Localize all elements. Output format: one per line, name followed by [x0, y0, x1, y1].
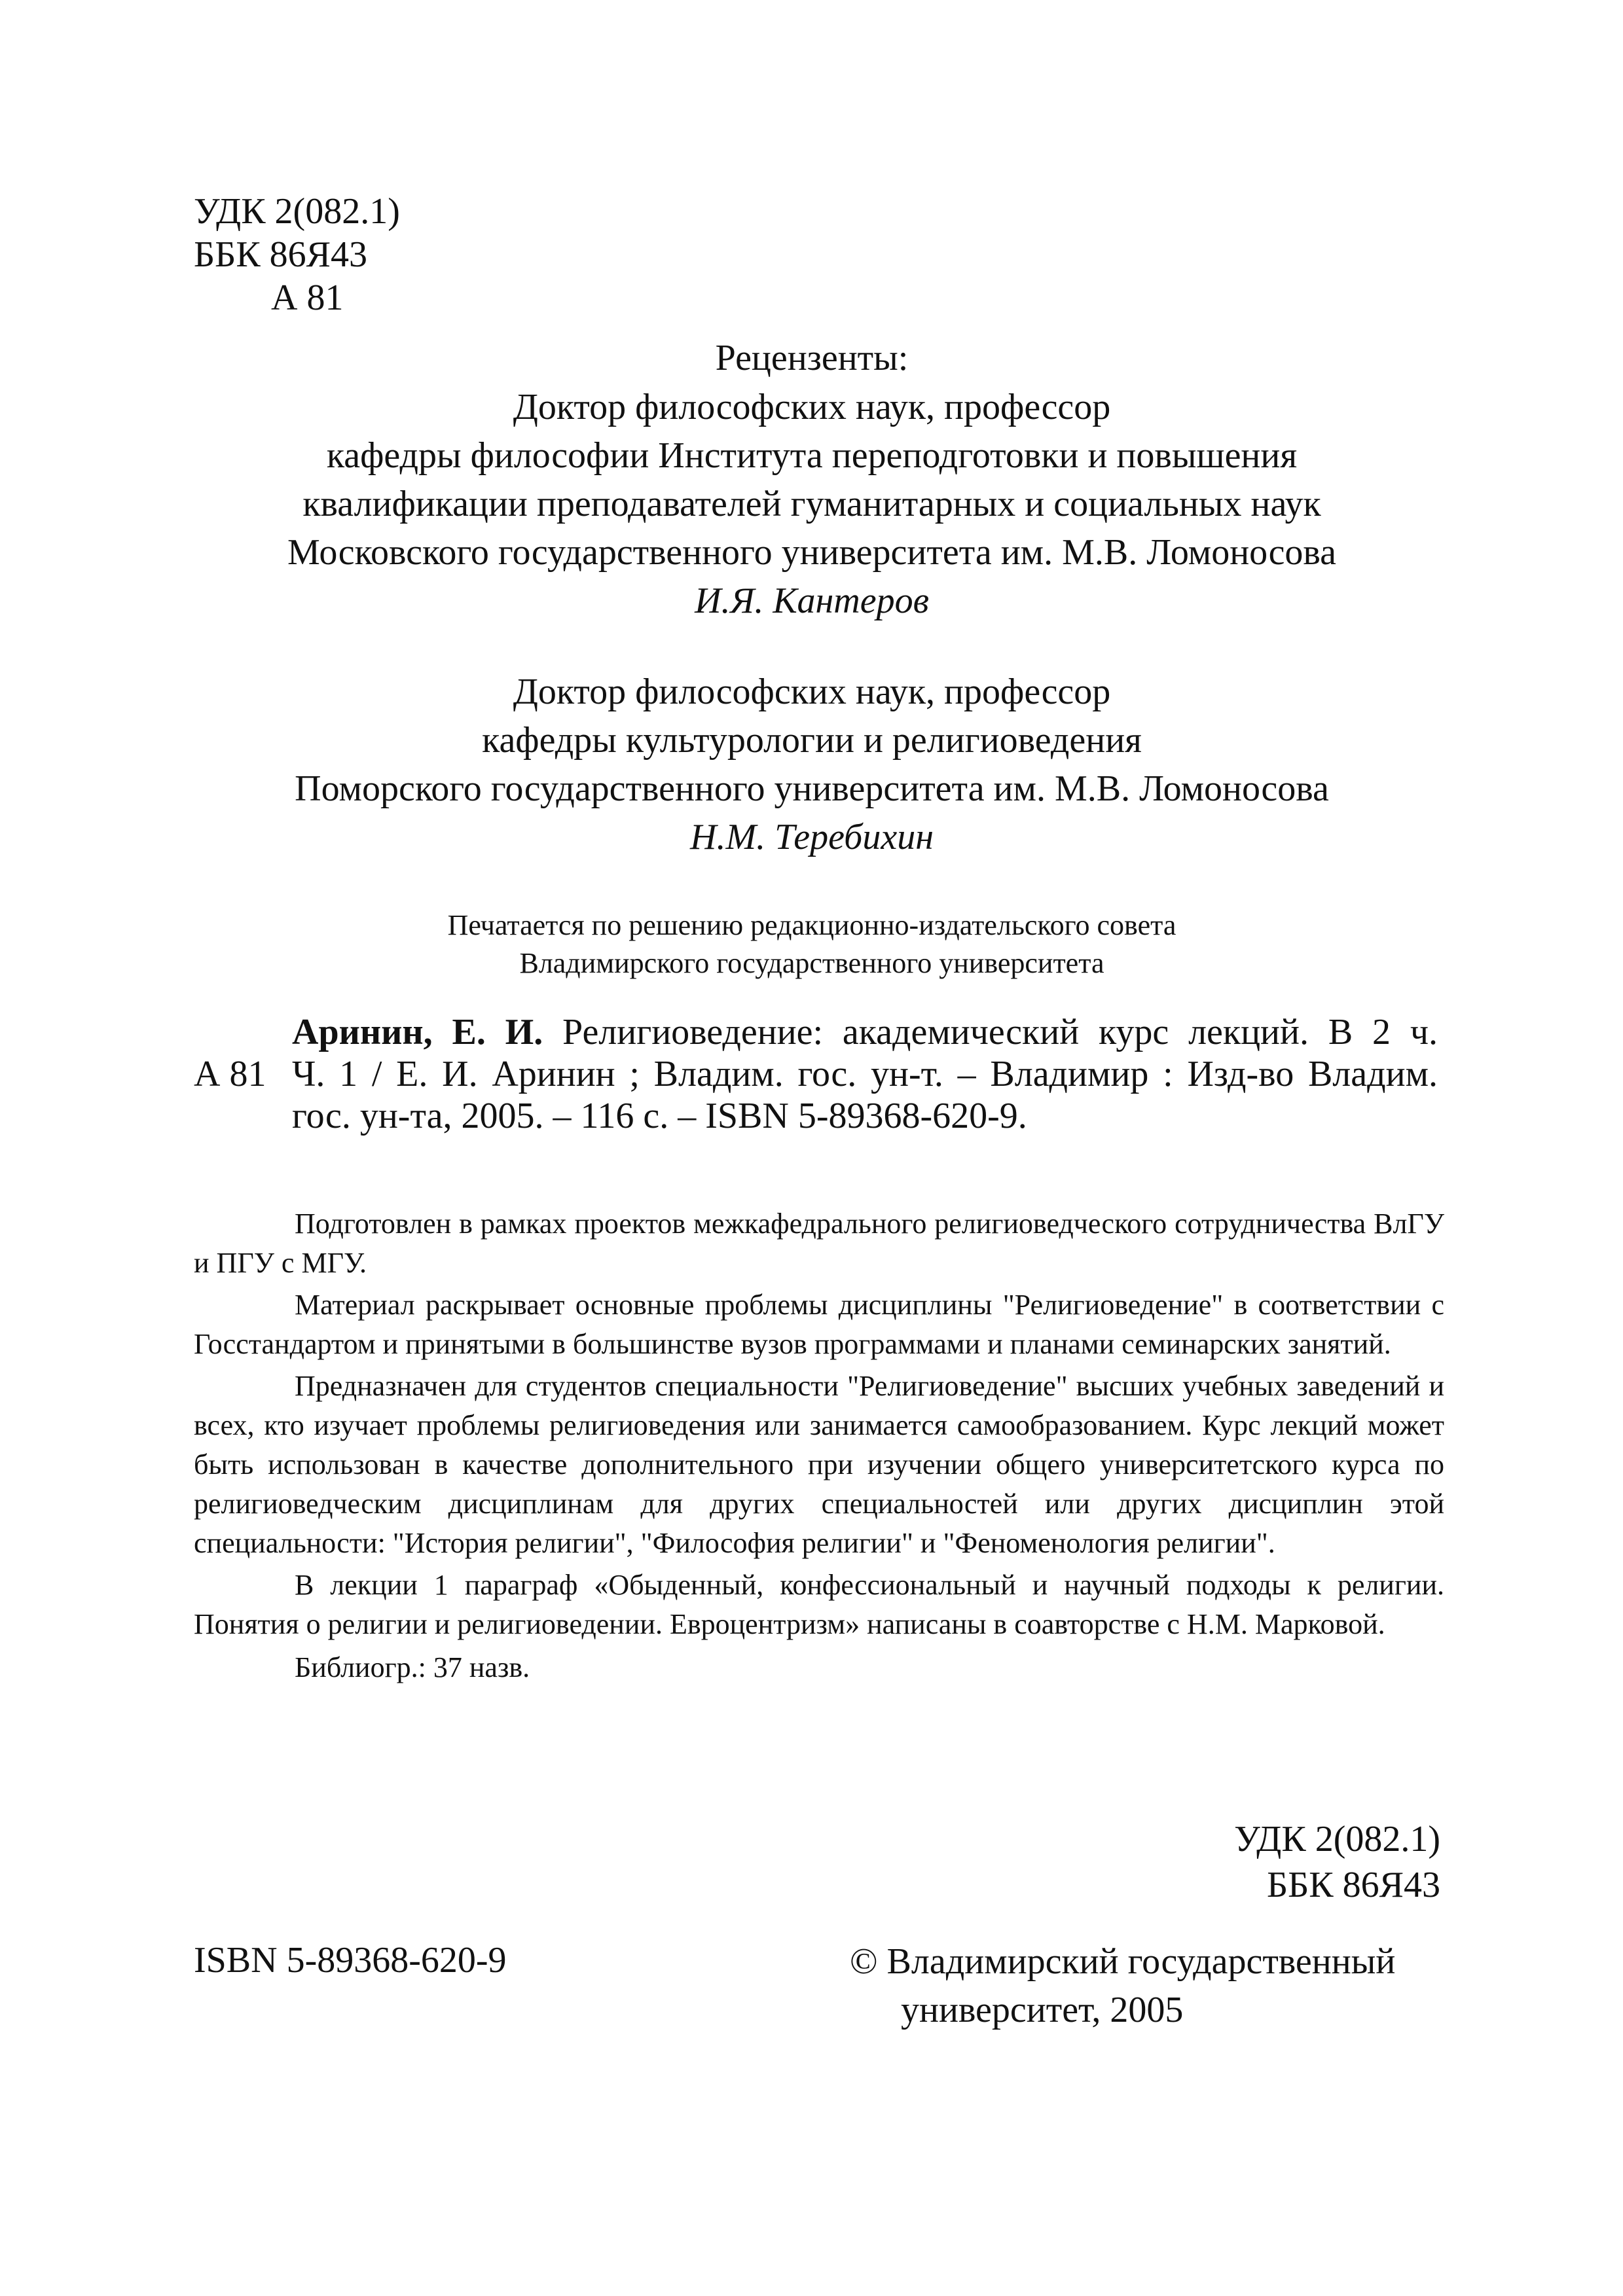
annotation — [194, 1204, 1444, 1687]
reviewer-second — [131, 668, 1493, 861]
reviewer-first-line: квалификации преподавателей гуманитарных и социальных наук — [302, 484, 1321, 524]
classification-codes — [194, 190, 400, 319]
reviewer-second-line: Поморского государственного университета им. М.В. Ломоносова — [295, 768, 1329, 809]
annotation-paragraph: Материал раскрывает основные проблемы дисциплины "Религиоведение" в соответствии с Госстандартом и принятыми в большинстве вузов программами и планами семинарских занятий. — [194, 1289, 1444, 1360]
reviewer-first-line: Московского государственного университета им. М.В. Ломоносова — [287, 532, 1336, 573]
bibliography-count: Библиогр.: 37 назв. — [295, 1651, 530, 1683]
biblio-author: Аринин, Е. И. — [292, 1012, 543, 1052]
biblio-line: гос. ун-та, 2005. – 116 с. – ISBN 5-89368-620-9. — [292, 1096, 1027, 1136]
biblio-row — [194, 1053, 1438, 1095]
publication-approval — [131, 906, 1493, 982]
approval-line: Владимирского государственного университета — [519, 947, 1104, 979]
bibliographic-entry — [194, 1011, 1438, 1137]
author-mark: А 81 — [271, 278, 344, 318]
reviewer-second-line: Доктор философских наук, профессор — [513, 672, 1111, 712]
copyright — [850, 1937, 1395, 2034]
bottom-bbk-code: ББК 86Я43 — [1266, 1865, 1440, 1905]
biblio-title: Религиоведение: академический курс лекций. В 2 ч. — [543, 1012, 1438, 1052]
bbk-code: ББК 86Я43 — [194, 234, 368, 275]
annotation-paragraph: Подготовлен в рамках проектов межкафедрального религиоведческого сотрудничества ВлГУ и ПГУ с МГУ. — [194, 1208, 1444, 1279]
biblio-row — [194, 1011, 1438, 1053]
reviewer-second-line: кафедры культурологии и религиоведения — [482, 720, 1142, 761]
reviewer-first-line: кафедры философии Института переподготовки и повышения — [326, 435, 1298, 476]
copyright-line: © Владимирский государственный — [850, 1941, 1396, 1982]
bottom-udk-code: УДК 2(082.1) — [1234, 1819, 1440, 1859]
biblio-row — [194, 1095, 1438, 1137]
biblio-line: Ч. 1 / Е. И. Аринин ; Владим. гос. ун-т. – Владимир : Изд-во Владим. — [292, 1054, 1438, 1094]
reviewer-first-line: Доктор философских наук, профессор — [513, 387, 1111, 427]
udk-code: УДК 2(082.1) — [194, 191, 400, 232]
approval-line: Печатается по решению редакционно-издательского совета — [447, 909, 1176, 941]
reviewers-heading-text: Рецензенты: — [715, 338, 909, 378]
reviewer-first-name: И.Я. Кантеров — [695, 581, 929, 621]
isbn — [194, 1937, 507, 1983]
reviewer-first — [131, 383, 1493, 625]
annotation-paragraph: Предназначен для студентов специальности "Религиоведение" высших учебных заведений и всех, кто изучает проблемы религиоведения или занимается самообразованием. Курс лекций может быть использован в качестве дополнительного при изучении общего университетского курса по религиоведческим дисциплинам для других специальностей или других дисциплин этой специальности: "История религии", "Философия религии" и "Феноменология религии". — [194, 1370, 1444, 1559]
bottom-classification-codes — [1218, 1816, 1440, 1908]
annotation-paragraph: В лекции 1 параграф «Обыденный, конфессиональный и научный подходы к религии. Понятия о религии и религиоведении. Евроцентризм» написаны в соавторстве с Н.М. Марковой. — [194, 1569, 1444, 1640]
reviewers-heading — [131, 334, 1493, 382]
isbn-text: ISBN 5-89368-620-9 — [194, 1940, 507, 1981]
reviewer-second-name: Н.М. Теребихин — [690, 817, 934, 857]
copyright-line: университет, 2005 — [901, 1990, 1184, 2030]
biblio-code: А 81 — [194, 1054, 266, 1094]
